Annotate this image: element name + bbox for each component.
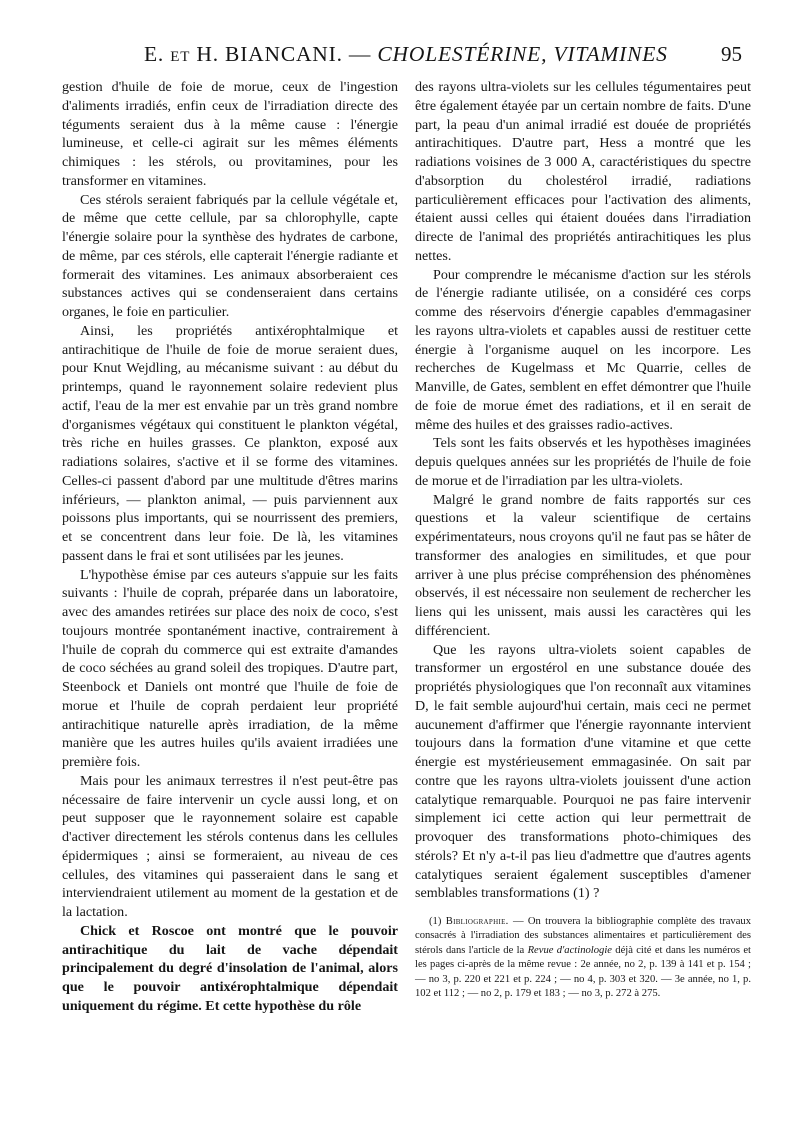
- footnote-paragraph: [415, 915, 751, 1001]
- running-title: [144, 42, 668, 67]
- footnote-label: Bibliographie.: [445, 916, 509, 927]
- paragraph: Que les rayons ultra-violets soient capables de transformer un ergostérol en une substance douée des propriétés physiologiques que l'on reconnaît aux vitamines D, le fait semble aujourd'hui certain, mais ceci ne permet aucunement d'affirmer que l'énergie rayonnante intervient toujours dans la formation d'une vitamine et que cette énergie est mystérieusement emmagasinée. On sait par contre que les rayons ultra-violets jouissent d'une action catalytique remarquable. Pourquoi ne pas faire intervenir simplement ici cette action qui leur permettrait de provoquer des transformations photo-chimiques des stérols? Et n'y a-t-il pas lieu d'admettre que d'autres agents catalytiques seraient également susceptibles d'amener semblables transformations (1) ?: [415, 641, 751, 902]
- paragraph: Malgré le grand nombre de faits rapportés sur ces questions et la valeur scientifique de certains expérimentateurs, nous croyons qu'il ne faut pas se hâter de transformer des analogies en similitudes, et que pour arriver à une plus précise compréhension des phénomènes observés, il est nécessaire non seulement de rechercher les liens qui les unissent, mais aussi les caractères qui les différencient.: [415, 491, 751, 639]
- paragraph: Chick et Roscoe ont montré que le pouvoir antirachitique du lait de vache dépendait principalement du degré d'insolation de l'animal, alors que le pouvoir antixérophtalmique dépendait uniquement du régime. Et cette hypothèse du rôle: [62, 922, 398, 1014]
- right-column: [415, 78, 751, 1001]
- running-header: [62, 40, 742, 74]
- header-dash: —: [342, 42, 378, 66]
- paragraph: Ainsi, les propriétés antixérophtalmique et antirachitique de l'huile de foie de morue seraient dues, pour Knut Wejdling, au mécanisme suivant : au début du printemps, quand le rayonnement solaire redevient plus actif, l'eau de la mer est envahie par un très grand nombre d'organismes végétaux qui constituent le plankton végétal, très riche en huiles grasses. Ce plankton, exposé aux radiations solaires, s'active et il se forme des vitamines. Celles-ci passent d'abord par une multitude d'êtres marins inférieurs, — plankton animal, — puis parviennent aux poissons plus importants, qui se nourrissent des premiers, et se concentrent dans leur foie. De là, les vitamines passent dans le frai et sont utilisées par les jeunes.: [62, 322, 398, 564]
- paragraph: Tels sont les faits observés et les hypothèses imaginées depuis quelques années sur les propriétés de l'huile de foie de morue et de l'irradiation par les ultra-violets.: [415, 435, 751, 489]
- footnote-references: déjà cité et dans les numéros et les pages ci-après de la même revue : 2e année, no 2, p. 139 à 141 et p. 154 ; — no 3, p. 220 et 221 et p. 224 ; — no 4, p. 303 et 320. — 3e année, no 1, p. 102 et 112 ; — no 2, p. 179 et 183 ; — no 3, p. 272 à 275.: [415, 944, 751, 1000]
- paragraph: Pour comprendre le mécanisme d'action sur les stérols de l'énergie radiante utilisée, on a considéré ces corps comme des réservoirs d'énergie capables d'emmagasiner les rayons ultra-violets et capables aussi de restituer cette énergie à l'organisme auquel on les incorpore. Les recherches de Kugelmass et Mc Quarrie, celles de Manville, de Gates, semblent en effet démontrer que l'huile de foie de morue émet des radiations, et il en serait de même des huiles et des graisses radio-actives.: [415, 266, 751, 433]
- footnote: [415, 915, 751, 1001]
- footnote-text: — On trouvera la bibliographie complète des travaux consacrés à l'irradiation des substances alimentaires et particulièrement des stérols dans l'article de la: [415, 916, 751, 956]
- header-subject: CHOLESTÉRINE, VITAMINES: [377, 42, 668, 66]
- footnote-marker: (1): [429, 916, 442, 927]
- left-column: [62, 78, 398, 1016]
- paragraph: Ces stérols seraient fabriqués par la cellule végétale et, de même que cette cellule, par sa chlorophylle, capte l'énergie solaire pour la synthèse des hydrates de carbone, de même, par ces stérols, elle capterait l'énergie radiante et formerait des vitamines. Les animaux absorberaient ces substances actives qui se condenseraient dans certains organes, le foie en particulier.: [62, 191, 398, 320]
- footnote-journal: Revue d'actinologie: [527, 944, 612, 956]
- paragraph: L'hypothèse émise par ces auteurs s'appuie sur les faits suivants : l'huile de coprah, préparée dans un laboratoire, avec des amandes retirées sur place des noix de coco, s'est toujours montrée spontanément inactive, contrairement à l'huile de coprah du commerce qui est extraite d'amandes de coco séchées au grand soleil des tropiques. D'autre part, Steenbock et Daniels ont montré que l'huile de foie de morue et l'huile de coprah perdaient leur propriété antirachitique naturelle après irradiation, de la même manière que les autres huiles qu'ils avaient irradiées une première fois.: [62, 566, 398, 770]
- paragraph: gestion d'huile de foie de morue, ceux de l'ingestion d'aliments irradiés, enfin ceux de l'irradiation directe des téguments seraient dus à la même cause : l'énergie lumineuse, et celle-ci agirait sur les mêmes éléments chimiques : les stérols, ou provitamines, pour les transformer en vitamines.: [62, 79, 398, 189]
- page-number: 95: [721, 42, 742, 66]
- paragraph: Mais pour les animaux terrestres il n'est peut-être pas nécessaire de faire intervenir un cycle aussi long, et on peut supposer que le rayonnement solaire est capable d'activer directement les stérols contenus dans les cellules épidermiques ; ainsi se formeraient, au niveau de ces cellules, des vitamines qui passeraient dans le sang et interviendraient utilement au moment de la gestation et de la lactation.: [62, 772, 398, 920]
- header-authors: E. et H. BIANCANI.: [144, 42, 343, 66]
- paragraph: des rayons ultra-violets sur les cellules tégumentaires peut être également étayée par un certain nombre de faits. D'une part, la peau d'un animal irradié est douée de propriétés antirachitiques. D'autre part, Hess a montré que les radiations voisines de 3 000 A, caractéristiques du spectre d'absorption du cholestérol irradié, radiations particulièrement efficaces pour l'activation des aliments, étaient aussi celles qui étaient douées dans l'irradiation directe de l'animal des propriétés antirachitiques les plus nettes.: [415, 79, 751, 264]
